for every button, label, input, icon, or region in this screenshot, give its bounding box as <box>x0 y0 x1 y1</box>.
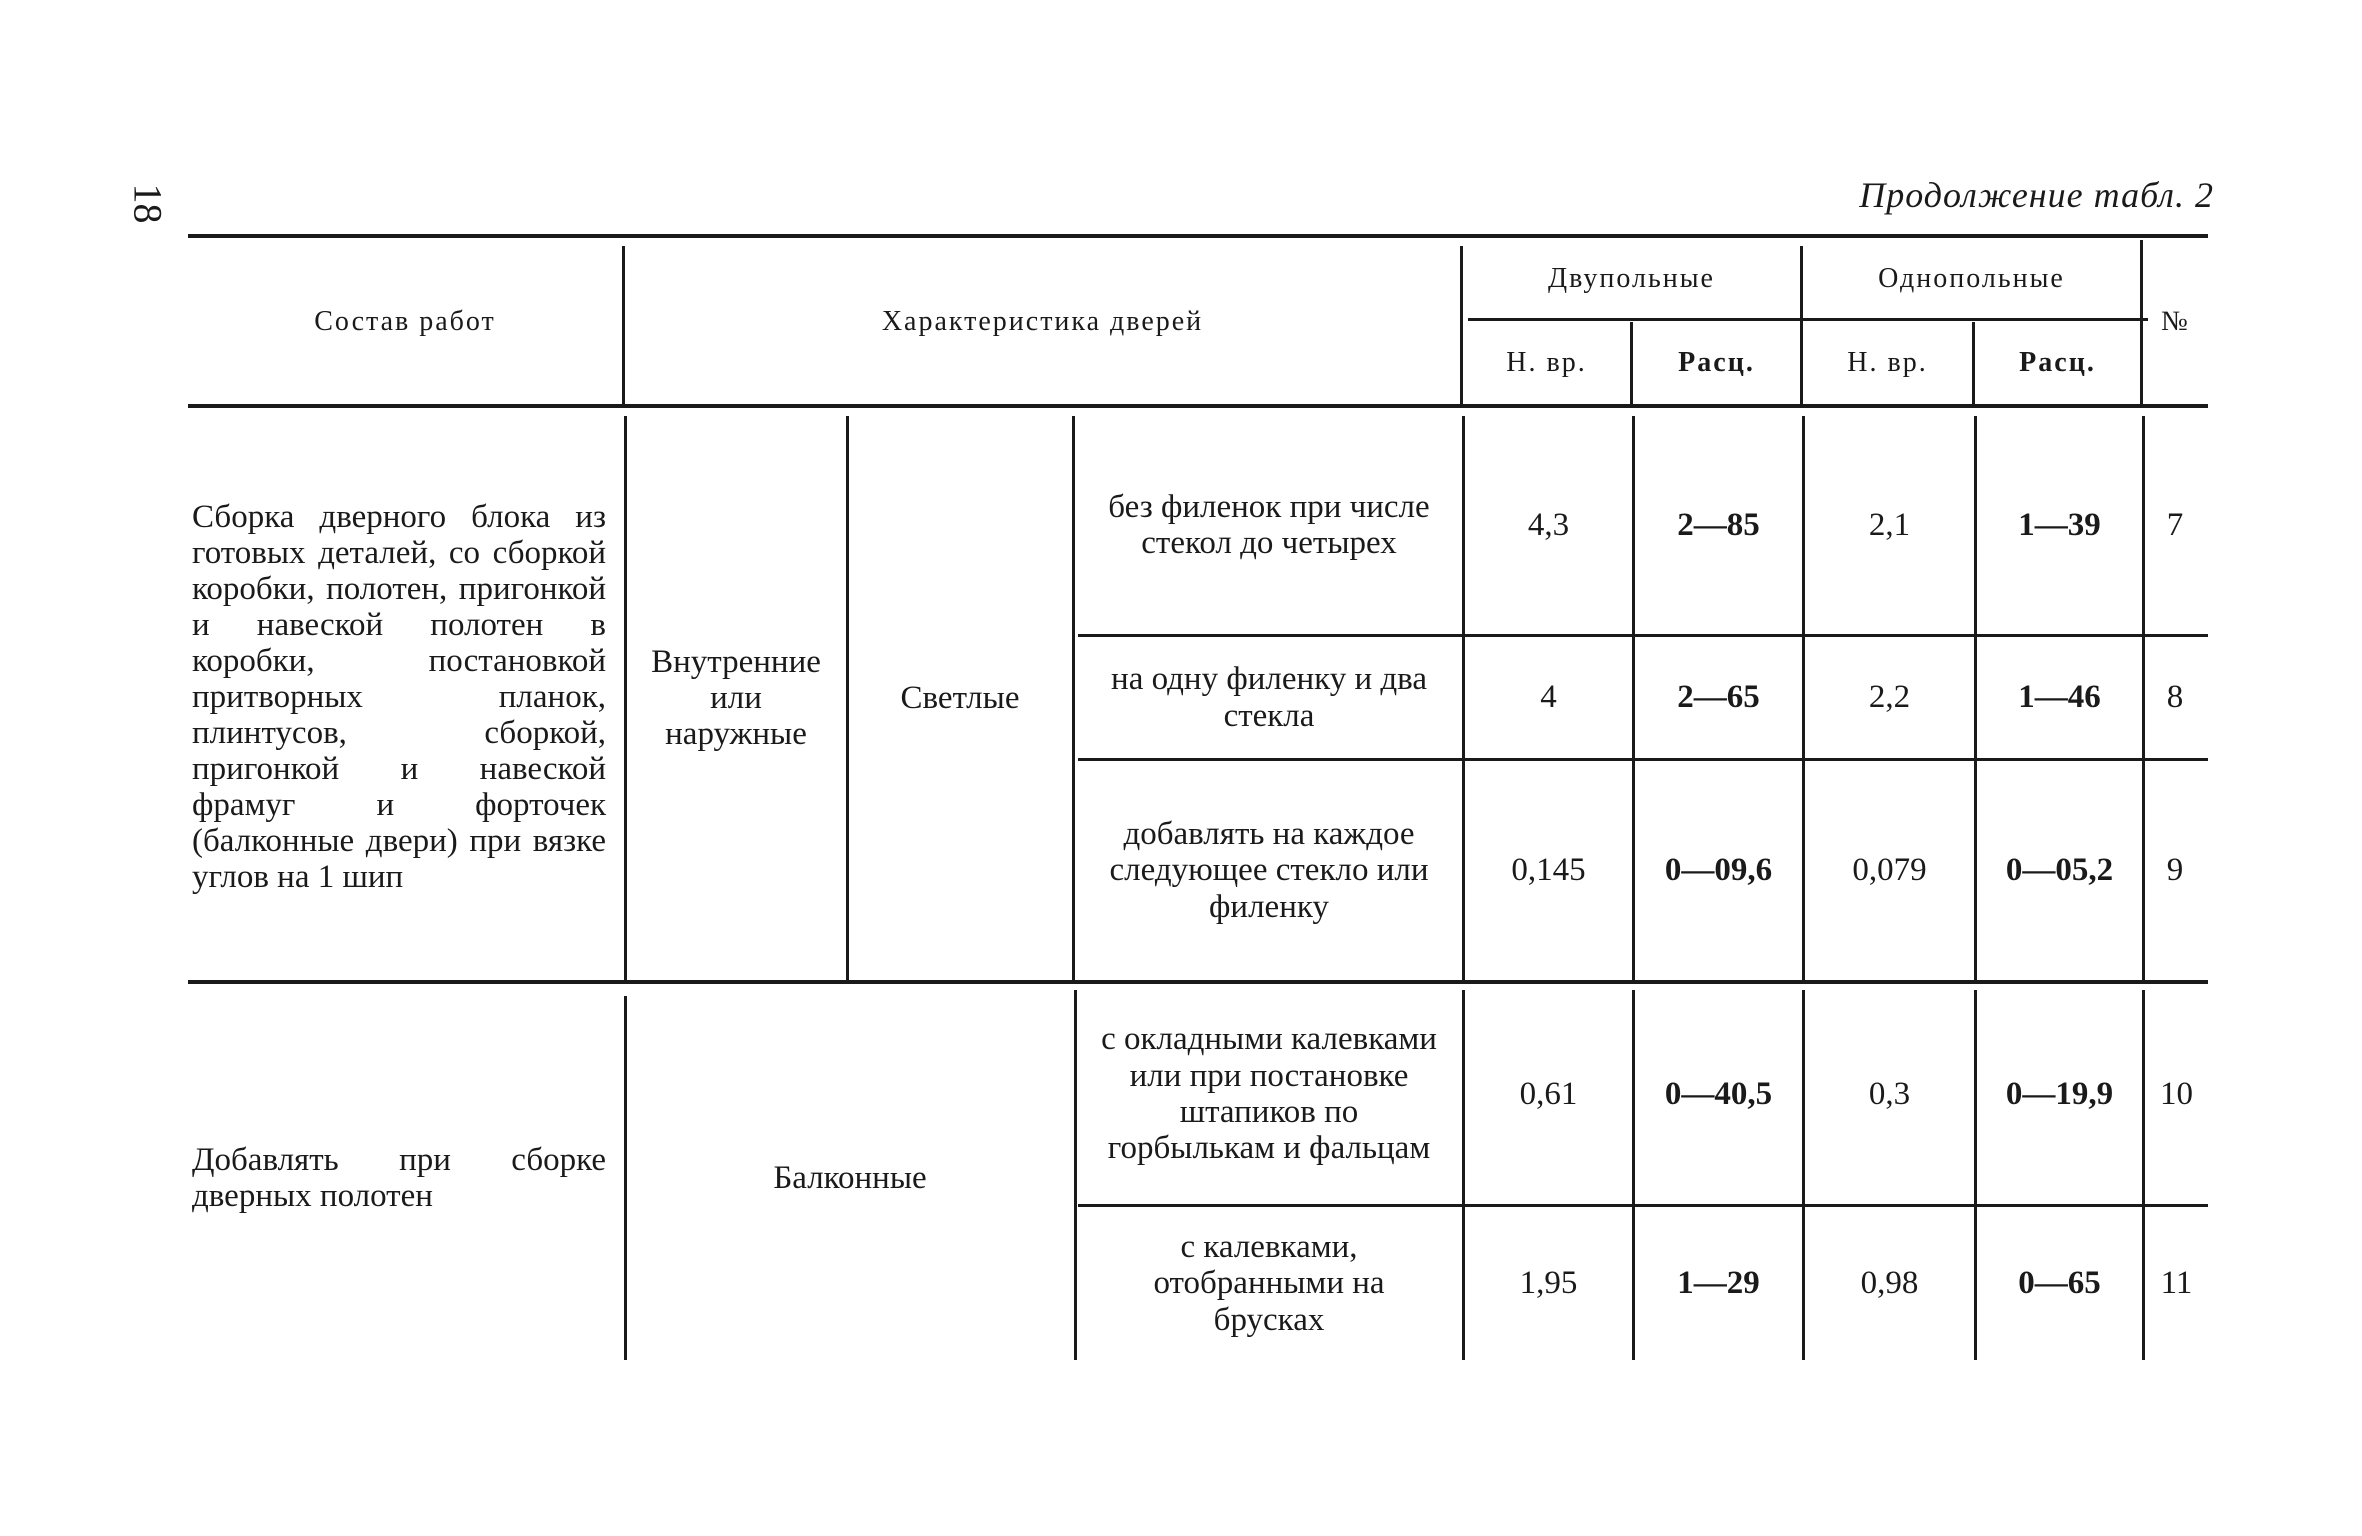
row7-single-nvr: 2,1 <box>1868 506 1911 543</box>
group2-type: Балконные <box>773 1159 927 1196</box>
row11-num: 11 <box>2160 1265 2193 1302</box>
row10-num: 10 <box>2160 1075 2193 1112</box>
vline-kind-g1 <box>1072 416 1075 980</box>
header-num: № <box>2161 306 2190 337</box>
header-characteristics: Характеристика дверей <box>881 306 1204 337</box>
vline-work-g1 <box>624 416 627 980</box>
row8-double-nvr: 4 <box>1540 679 1557 716</box>
row9-single-nvr: 0,079 <box>1852 852 1927 889</box>
group1-work: Сборка дверного блока из готовых деталей, со сборкой коробки, полотен, пригонкой и навеской полотен в коробки, постановкой притворных планок, плинтусов, сборкой, пригонкой и навеской фрамуг и форточек (балконные двери) при вязке углов на 1 шип <box>192 499 606 895</box>
row7-single-rasc: 1—39 <box>2018 506 2101 543</box>
row11-single-rasc: 0—65 <box>2018 1265 2101 1302</box>
row11-double-nvr: 1,95 <box>1519 1265 1578 1302</box>
row9-single-rasc: 0—05,2 <box>2005 852 2114 889</box>
rule-header-bottom <box>188 404 2208 408</box>
row8-double-rasc: 2—65 <box>1677 679 1760 716</box>
header-work: Состав работ <box>314 306 496 337</box>
header-single-rasc: Расц. <box>2019 346 2096 378</box>
row10-single-rasc: 0—19,9 <box>2005 1075 2114 1112</box>
row9-desc: добавлять на каждое следующее стекло или филенку <box>1109 816 1429 925</box>
row7-desc: без филенок при числе стекол до четырех <box>1108 488 1430 561</box>
rule-top <box>188 234 2208 238</box>
header-single-nvr: Н. вр. <box>1847 346 1928 378</box>
group1-type: Внутренние или наружные <box>651 643 821 753</box>
row7-num: 7 <box>2166 506 2184 543</box>
row9-double-nvr: 0,145 <box>1511 852 1586 889</box>
vline-type-g1 <box>846 416 849 980</box>
header-double-nvr: Н. вр. <box>1506 346 1587 378</box>
row10-double-nvr: 0,61 <box>1519 1075 1578 1112</box>
row8-single-rasc: 1—46 <box>2018 679 2101 716</box>
row7-double-rasc: 2—85 <box>1677 506 1760 543</box>
row8-num: 8 <box>2166 679 2184 716</box>
header-single: Однопольные <box>1878 263 2065 294</box>
row10-desc: с окладными калевками или при постановке штапиков по горбылькам и фальцам <box>1101 1021 1437 1167</box>
vline-work-g2 <box>624 996 627 1360</box>
row11-desc: с калевками, отобранными на брусках <box>1153 1229 1385 1338</box>
header-double-rasc: Расц. <box>1678 346 1755 378</box>
row7-double-nvr: 4,3 <box>1527 506 1570 543</box>
vline-type-g2 <box>1074 990 1077 1360</box>
row10-single-nvr: 0,3 <box>1868 1075 1911 1112</box>
table-continuation-caption: Продолжение табл. 2 <box>1859 175 2214 215</box>
group1-kind: Светлые <box>900 679 1020 716</box>
header-double: Двупольные <box>1548 263 1715 294</box>
page-number: 18 <box>125 183 171 224</box>
row9-double-rasc: 0—09,6 <box>1664 852 1773 889</box>
row11-double-rasc: 1—29 <box>1677 1265 1760 1302</box>
row9-num: 9 <box>2166 852 2184 889</box>
row8-single-nvr: 2,2 <box>1868 679 1911 716</box>
row10-double-rasc: 0—40,5 <box>1664 1075 1773 1112</box>
row11-single-nvr: 0,98 <box>1860 1265 1919 1302</box>
row8-desc: на одну филенку и два стекла <box>1111 661 1427 734</box>
group2-work: Добавлять при сборке дверных полотен <box>192 1141 606 1214</box>
